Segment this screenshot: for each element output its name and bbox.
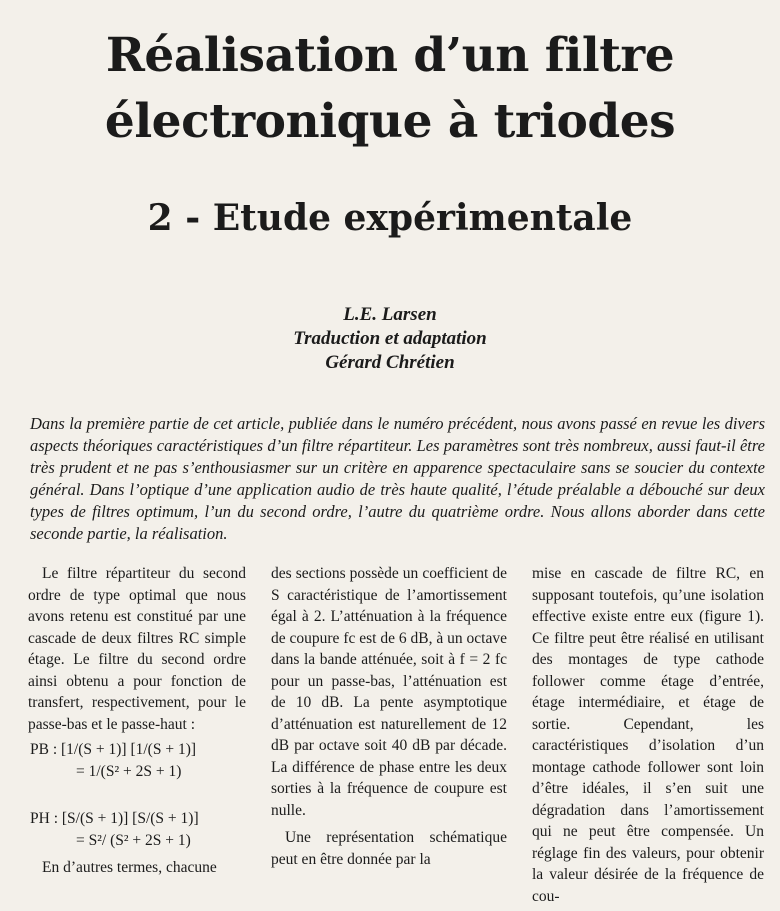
- formula-ph-line-2: = S²/ (S² + 2S + 1): [76, 831, 191, 849]
- formula-ph: [28, 808, 246, 851]
- translator: Gérard Chrétien: [325, 352, 455, 373]
- col2-paragraph-1: des sections possède un coefficient de S caractéristique de l’amortissement égal à 2. L’atténuation à la fréquence de coupure fc est de 6 dB, à un octave dans la bande atténuée, soit à f = 2 fc pour un passe-bas, l’atténuation est de 10 dB. La pente asymptotique d’atténuation est naturellement de 12 dB par octave soit 40 dB par décade. La différence de phase entre les deux sorties à la fréquence de coupure est nulle.: [271, 565, 507, 819]
- subtitle: 2 - Etude expérimentale: [147, 197, 633, 239]
- column-1: [28, 563, 246, 883]
- formula-pb-line-2: = 1/(S² + 2S + 1): [76, 762, 182, 780]
- col1-paragraph-2: En d’autres termes, chacune: [42, 859, 217, 876]
- translation-credit: Traduction et adaptation: [293, 328, 487, 349]
- intro-paragraph: Dans la première partie de cet article, publiée dans le numéro précédent, nous avons passé en revue les divers aspects théoriques caractéristiques d’un filtre répartiteur. Les paramètres sont très nombreux, aussi faut-il être très prudent et ne pas s’enthousiasmer sur un critère en apparence spectaculaire sans se soucier du contexte général. Dans l’optique d’une application audio de très haute qualité, l’étude préalable a débouché sur deux types de filtres optimum, l’un du second ordre, l’autre du quatrième ordre. Nous allons aborder dans cette seconde partie, la réalisation.: [30, 414, 765, 543]
- col2-paragraph-2: Une représentation schématique peut en être donnée par la: [271, 829, 507, 868]
- column-2: [271, 563, 507, 874]
- col1-paragraph-1: Le filtre répartiteur du second ordre de type optimal que nous avons retenu est constitué par une cascade de deux filtres RC simple étage. Le filtre du second ordre ainsi obtenu a pour fonction de transfert, respectivement, pour le passe-bas et le passe-haut :: [28, 565, 246, 733]
- title-line-2: électronique à triodes: [104, 94, 676, 149]
- col3-paragraph-1: mise en cascade de filtre RC, en supposant toutefois, qu’une isolation effective existe entre eux (figure 1). Ce filtre peut être réalisé en utilisant des montages de type cathode follower comme étage d’entrée, étage intermédiaire, et étage de sortie. Cependant, les caractéristiques d’isolation d’un montage cathode follower sont loin d’être idéales, il s’en suit une dégradation dans l’amortissement qui ne peut être compensée. Un réglage fin des valeurs, pour obtenir la valeur désirée de la fréquence de cou-: [532, 565, 764, 905]
- byline: [0, 303, 780, 375]
- formula-ph-line-1: PH : [S/(S + 1)] [S/(S + 1)]: [30, 810, 199, 827]
- column-3: [532, 563, 764, 911]
- title-line-1: Réalisation d’un filtre: [105, 28, 675, 83]
- formula-pb-line-1: PB : [1/(S + 1)] [1/(S + 1)]: [30, 741, 197, 758]
- formula-pb: [28, 739, 246, 782]
- author: L.E. Larsen: [343, 304, 437, 325]
